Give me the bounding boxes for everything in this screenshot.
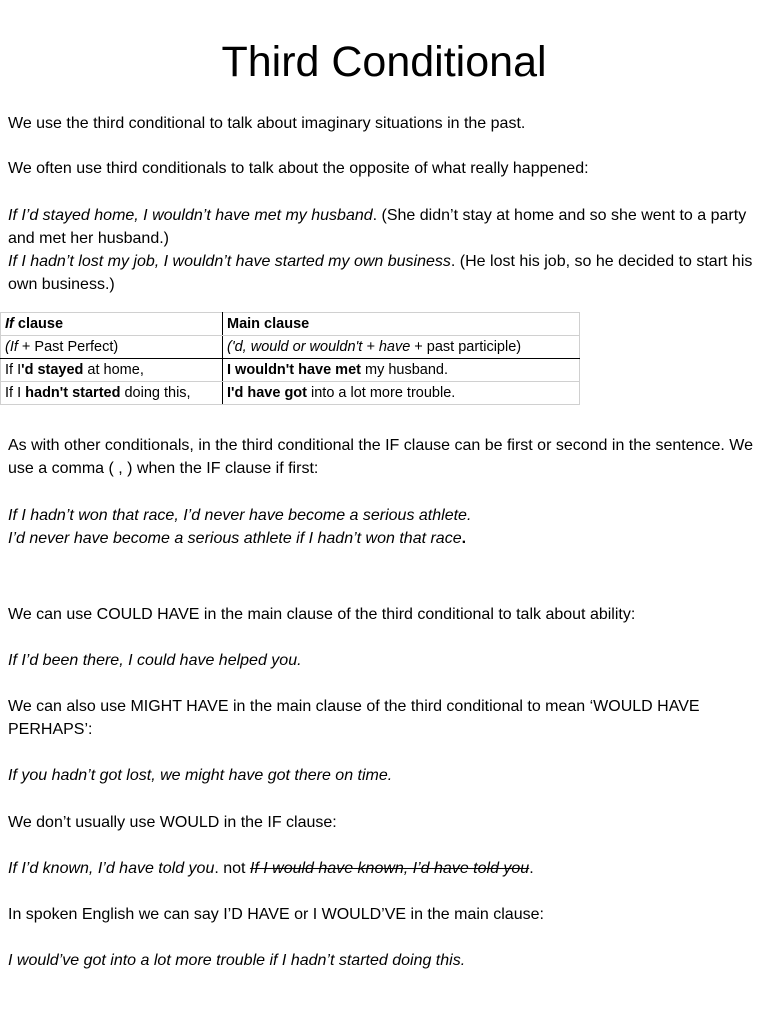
cell-if-example-2: If I hadn't started doing this, [1,382,223,405]
conditional-structure-table [0,312,580,405]
table-header-row [1,313,580,336]
would-paragraph: We don’t usually use WOULD in the IF clause: [8,814,337,831]
correct-example: If I’d known, I’d have told you [8,860,215,877]
might-have-example: If you hadn’t got lost, we might have got there on time. [8,767,393,784]
cell-main-formula: ('d, would or wouldn't + have + past participle) [223,336,580,359]
table-row [1,382,580,405]
spoken-paragraph: In spoken English we can say I’D HAVE or I WOULD’VE in the main clause: [8,906,544,923]
example-husband-sentence: If I’d stayed home, I wouldn’t have met my husband [8,207,373,224]
spoken-example: I would’ve got into a lot more trouble if I hadn’t started doing this. [8,952,466,969]
cell-if-formula: (If + Past Perfect) [1,336,223,359]
example-husband [8,204,763,250]
could-have-paragraph: We can use COULD HAVE in the main clause of the third conditional to talk about ability: [8,606,636,623]
example-race-2: I’d never have become a serious athlete if I hadn’t won that race. [8,530,467,547]
example-business-explanation: . (He lost his job, so he decided to start his own business.) [8,253,753,293]
cell-main-example-1: I wouldn't have met my husband. [223,359,580,382]
header-if-clause: If clause [1,313,223,336]
example-business [8,250,763,296]
example-husband-explanation: . (She didn’t stay at home and so she went to a party and met her husband.) [8,207,747,247]
would-example: If I’d known, I’d have told you. not If I would have known, I’d have told you. [8,860,534,877]
header-main-clause: Main clause [223,313,580,336]
cell-main-example-2: I'd have got into a lot more trouble. [223,382,580,405]
table-row-formula [1,336,580,359]
page-title: Third Conditional [221,38,547,86]
incorrect-example: If I would have known, I’d have told you [249,860,530,877]
might-have-paragraph: We can also use MIGHT HAVE in the main clause of the third conditional to mean ‘WOULD HAVE PERHAPS’: [8,698,700,738]
clause-order-paragraph: As with other conditionals, in the third conditional the IF clause can be first or second in the sentence. We use a comma ( , ) when the IF clause if first: [8,437,754,477]
could-have-example: If I’d been there, I could have helped you. [8,652,302,669]
intro-paragraph-2: We often use third conditionals to talk about the opposite of what really happened: [8,160,589,177]
example-business-sentence: If I hadn’t lost my job, I wouldn’t have started my own business [8,253,451,270]
table-row [1,359,580,382]
example-race-1: If I hadn’t won that race, I’d never have become a serious athlete. [8,507,472,524]
cell-if-example-1: If I'd stayed at home, [1,359,223,382]
intro-paragraph-1: We use the third conditional to talk about imaginary situations in the past. [8,115,526,132]
